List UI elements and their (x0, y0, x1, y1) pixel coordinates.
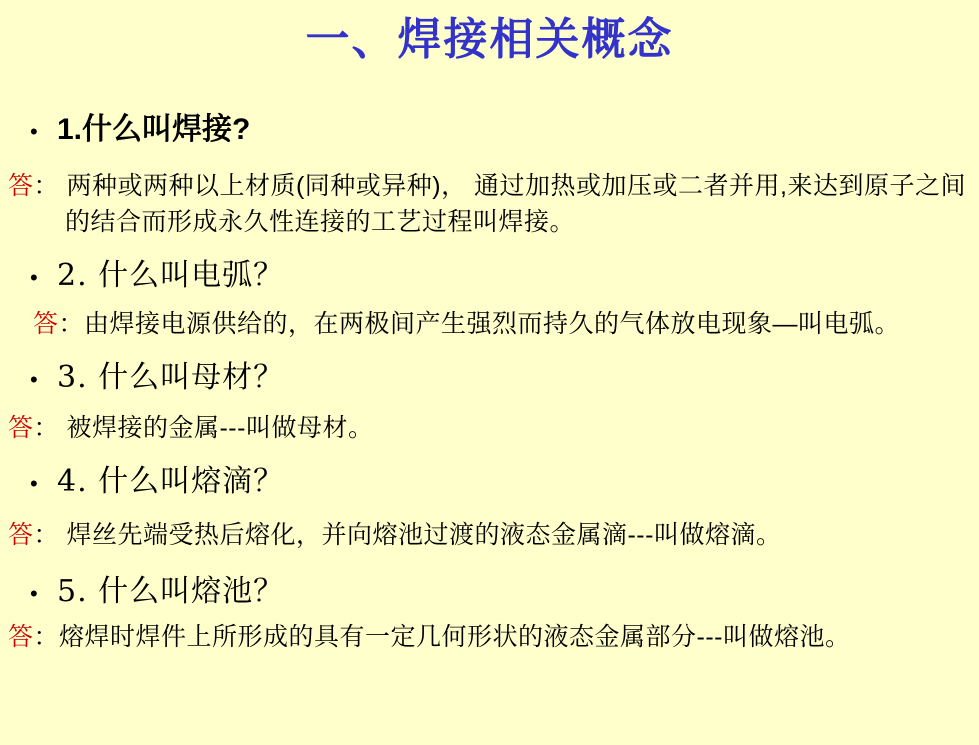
answer-4-text: ： 焊丝先端受热后熔化，并向熔池过渡的液态金属滴---叫做熔滴。 (33, 520, 782, 549)
question-1-text: 1.什么叫焊接? (57, 112, 251, 146)
bullet-icon: • (30, 118, 38, 144)
question-row-3 (8, 360, 971, 396)
answer-1-label: 答 (8, 171, 34, 200)
question-4-text: 4. 什么叫熔滴？ (57, 463, 285, 499)
question-3-text: 3. 什么叫母材？ (57, 359, 285, 395)
answer-3-text: ： 被焊接的金属---叫做母材。 (33, 413, 374, 442)
question-2-text: 2. 什么叫电弧？ (57, 257, 285, 293)
answer-1-text: ： 两种或两种以上材质(同种或异种)， 通过加热或加压或二者并用,来达到原子之间的结合而形成永久性连接的工艺过程叫焊接。 (33, 171, 967, 236)
answer-2-label: 答 (33, 309, 59, 338)
slide-title: 一、焊接相关概念 (305, 14, 674, 65)
bullet-icon: • (30, 580, 38, 606)
bullet-icon: • (30, 470, 38, 496)
bullet-icon: • (30, 264, 38, 290)
question-row-1 (8, 112, 971, 148)
answer-4 (8, 517, 971, 553)
answer-4-label: 答 (8, 520, 34, 549)
answer-5-label: 答 (8, 622, 34, 651)
bullet-icon: • (30, 366, 38, 392)
question-row-5 (8, 574, 971, 610)
answer-3 (8, 410, 971, 446)
answer-1 (8, 168, 971, 240)
answer-5 (8, 619, 971, 655)
question-row-2 (8, 258, 971, 294)
answer-3-label: 答 (8, 413, 34, 442)
answer-2 (8, 306, 971, 342)
question-5-text: 5. 什么叫熔池？ (57, 573, 285, 609)
answer-2-text: ：由焊接电源供给的，在两极间产生强烈而持久的气体放电现象—叫电弧。 (58, 309, 901, 338)
question-row-4 (8, 464, 971, 500)
answer-5-text: ：熔焊时焊件上所形成的具有一定几何形状的液态金属部分---叫做熔池。 (33, 622, 851, 651)
